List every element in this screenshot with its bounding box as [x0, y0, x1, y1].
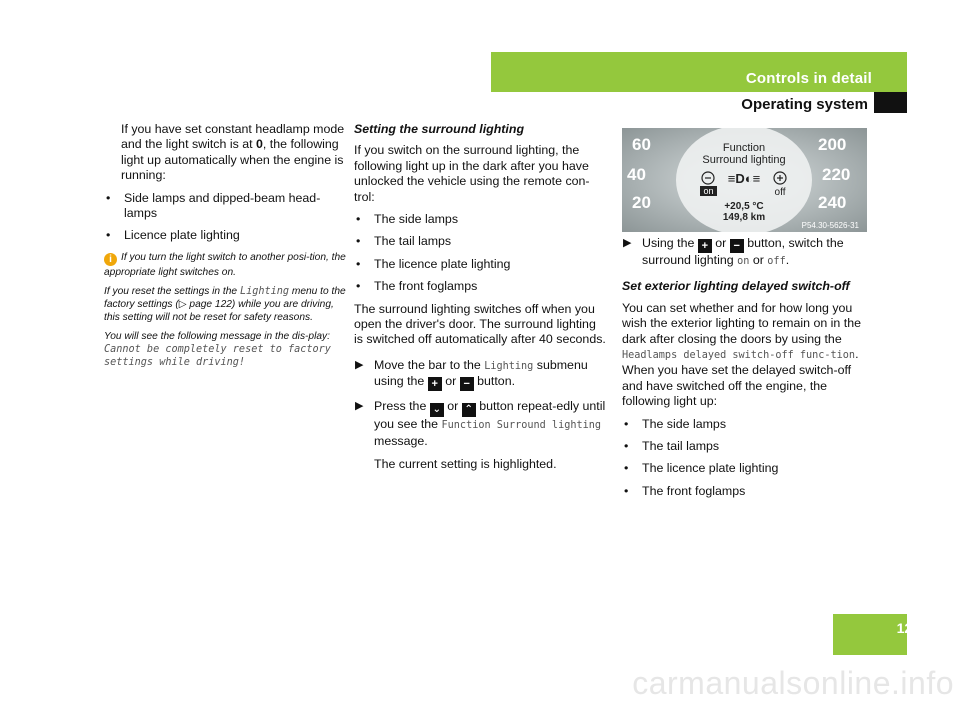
paragraph: You can set whether and for how long you wish the exterior lighting to remain on in the dark after closing the doors by using the Headlamps delayed switch-off func-tion. When you have set the delayed switch-off and have switched off the engine, the following light up: [622, 300, 861, 409]
list-item: • Licence plate lighting [106, 228, 240, 243]
step-note: The current setting is highlighted. [374, 457, 557, 472]
list-item: • The side lamps [624, 416, 727, 431]
watermark: carmanualsonline.info [632, 665, 954, 701]
gauge-left-label: 40 [627, 165, 646, 184]
arrow-down-key-icon: ⌄ [430, 403, 444, 417]
list-item: • The side lamps [356, 212, 459, 227]
display-temperature: +20,5 °C [724, 201, 764, 212]
list-item: • The licence plate lighting [624, 461, 779, 476]
light-symbol-icon: ≡D◐≡ [727, 171, 761, 186]
display-line-2: Surround lighting [702, 154, 786, 166]
column-right [622, 236, 872, 506]
info-note: i If you turn the light switch to another posi-tion, the appropriate light switches on. If you reset the settings in the Lighting menu to the factory settings (▷ page 122) while you are driving, this setting will not be reset for safety reasons. You will see the following message in the dis-play: Cannot be completely reset to factory settings while driving! [104, 251, 346, 368]
instruction-step: ▶ Using the + or − button, switch the surround lighting on or off. [623, 236, 844, 267]
gauge-right-label: 220 [822, 165, 851, 184]
step-arrow-icon: ▶ [623, 237, 632, 249]
gauge-right-label: 200 [818, 135, 847, 154]
paragraph: If you switch on the surround lighting, the following light up in the dark after you have unlocked the vehicle using the remote con-trol: [354, 143, 590, 204]
instrument-cluster-image [622, 128, 867, 232]
instruction-step: ▶ Move the bar to the Lighting submenu using the + or − button. [355, 357, 588, 391]
list-item: • The tail lamps [624, 439, 720, 454]
display-line-1: Function [722, 142, 766, 154]
arrow-up-key-icon: ⌃ [462, 403, 476, 417]
gauge-left-label: 60 [632, 135, 651, 154]
list-item: • The front foglamps [624, 483, 746, 498]
minus-key-icon: − [730, 239, 744, 253]
chapter-title: Operating system [741, 96, 868, 113]
image-reference: P54.30-5626-31 [801, 221, 859, 230]
section-title: Controls in detail [745, 70, 872, 87]
instruction-step: ▶ Press the ⌄ or ⌃ button repeat-edly until you see the Function Surround lighting message. [355, 399, 606, 448]
gauge-right-label: 240 [818, 193, 847, 212]
step-arrow-icon: ▶ [355, 358, 364, 371]
info-icon: i [104, 253, 117, 266]
list-item: • Side lamps and dipped-beam head-lamps [106, 190, 321, 221]
display-off: off [774, 187, 786, 198]
display-message: Cannot be completely reset to factory settings while driving! [104, 343, 331, 368]
column-middle [354, 122, 606, 480]
list-item: • The front foglamps [356, 279, 478, 294]
gauge-left-label: 20 [632, 193, 651, 212]
step-arrow-icon: ▶ [355, 400, 364, 413]
intro-paragraph: If you have set constant headlamp mode and the light switch is at 0, the following light up automatically when the engine is running: [121, 122, 345, 183]
section-heading: Set exterior lighting delayed switch-off [622, 279, 850, 294]
list-item: • The licence plate lighting [356, 256, 511, 271]
paragraph: The surround lighting switches off when you open the driver's door. The surround lighting is switched off automatically after 40 seconds. [354, 301, 606, 347]
page-number: 123 [896, 620, 920, 636]
list-item: • The tail lamps [356, 234, 452, 249]
plus-key-icon: + [698, 239, 712, 253]
minus-key-icon: − [460, 377, 474, 391]
header-marker [874, 92, 907, 113]
column-left [104, 122, 349, 375]
display-on: on [703, 186, 714, 196]
plus-key-icon: + [428, 377, 442, 391]
display-odometer: 149,8 km [722, 212, 766, 223]
section-heading: Setting the surround lighting [354, 122, 525, 136]
